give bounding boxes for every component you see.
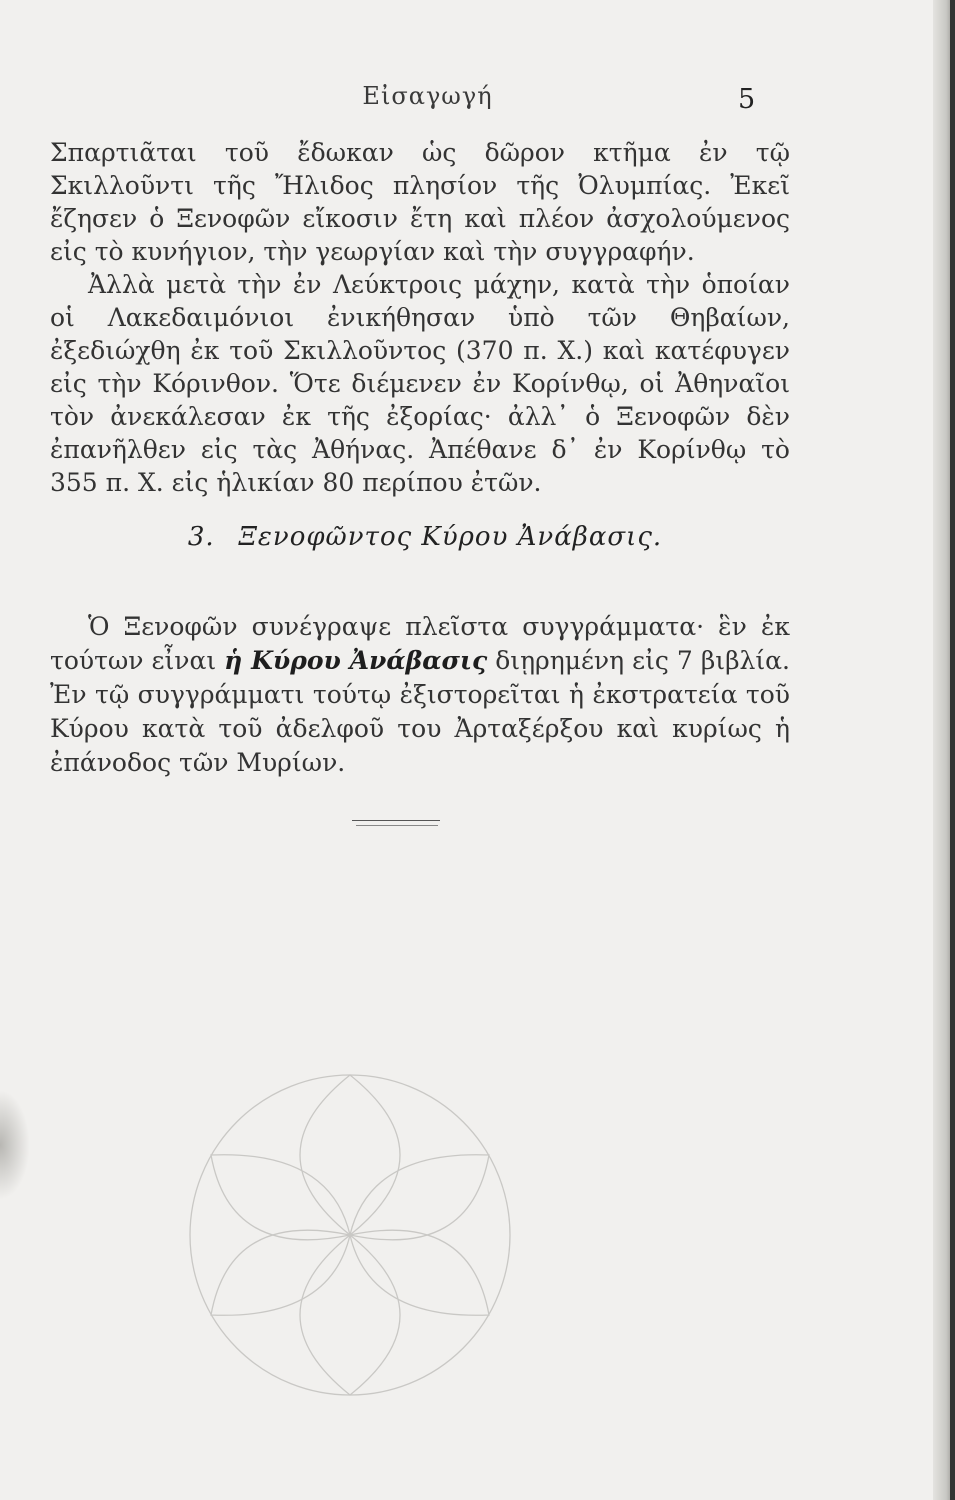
paragraph-1: Σπαρτιᾶται τοῦ ἔδωκαν ὡς δῶρον κτῆμα ἐν τῷ Σκιλλοῦντι τῆς Ἤλιδος πλησίον τῆς Ὀλυμπίας. Ἐκεῖ ἔζησεν ὁ Ξενοφῶν εἴκοσιν ἔτη καὶ πλέον ἀσχολούμενος εἰς τὸ κυνήγιον, τὴν γεωργίαν καὶ τὴν συγγραφήν. (50, 138, 790, 266)
binding-shadow (950, 0, 955, 1500)
section-title: Ξενοφῶντος Κύρου Ἀνάβασις. (238, 522, 663, 552)
paragraph-3 (50, 610, 790, 780)
end-rule (352, 820, 440, 821)
section-heading (0, 522, 850, 552)
paragraph-3-part-1: Ὁ Ξενοφῶν συνέγραψε πλεῖστα συγγράμματα· ἓν ἐκ τούτων εἶναι (50, 612, 790, 675)
paragraph-2: Ἀλλὰ μετὰ τὴν ἐν Λεύκτροις μάχην, κατὰ τὴν ὁποίαν οἱ Λακεδαιμόνιοι ἐνικήθησαν ὑπὸ τῶν Θηβαίων, ἐξεδιώχθη ἐκ τοῦ Σκιλλοῦντος (370 π. Χ.) καὶ κατέφυγεν εἰς τὴν Κόρινθον. Ὅτε διέμενεν ἐν Κορίνθῳ, οἱ Ἀθηναῖοι τὸν ἀνεκάλεσαν ἐκ τῆς ἐξορίας· ἀλλ᾽ ὁ Ξενοφῶν δὲν ἐπανῆλθεν εἰς τὰς Ἀθήνας. Ἀπέθανε δ᾽ ἐν Κορίνθῳ τὸ 355 π. Χ. εἰς ἡλικίαν 80 περίπου ἐτῶν. (50, 270, 790, 497)
pencil-compass-drawing (160, 1040, 540, 1430)
paragraph-3-emphasis: ἡ Κύρου Ἀνάβασις (224, 646, 488, 675)
body-text (50, 136, 790, 499)
page-spine-edge (933, 0, 955, 1500)
paragraph-3-part-2: διῃρημένη εἰς 7 βιβλία. Ἐν τῷ συγγράμματι τούτῳ ἐξιστορεῖται ἡ ἐκστρατεία τοῦ Κύρου κατὰ τοῦ ἀδελφοῦ του Ἀρταξέρξου καὶ κυρίως ἡ ἐπάνοδος τῶν Μυρίων. (50, 646, 790, 777)
running-head (0, 82, 955, 122)
end-rule-second (356, 825, 438, 826)
running-title: Εἰσαγωγή (362, 82, 493, 110)
page-edge-wear (0, 1090, 30, 1200)
section-number: 3. (187, 522, 215, 552)
page-number: 5 (738, 84, 756, 115)
